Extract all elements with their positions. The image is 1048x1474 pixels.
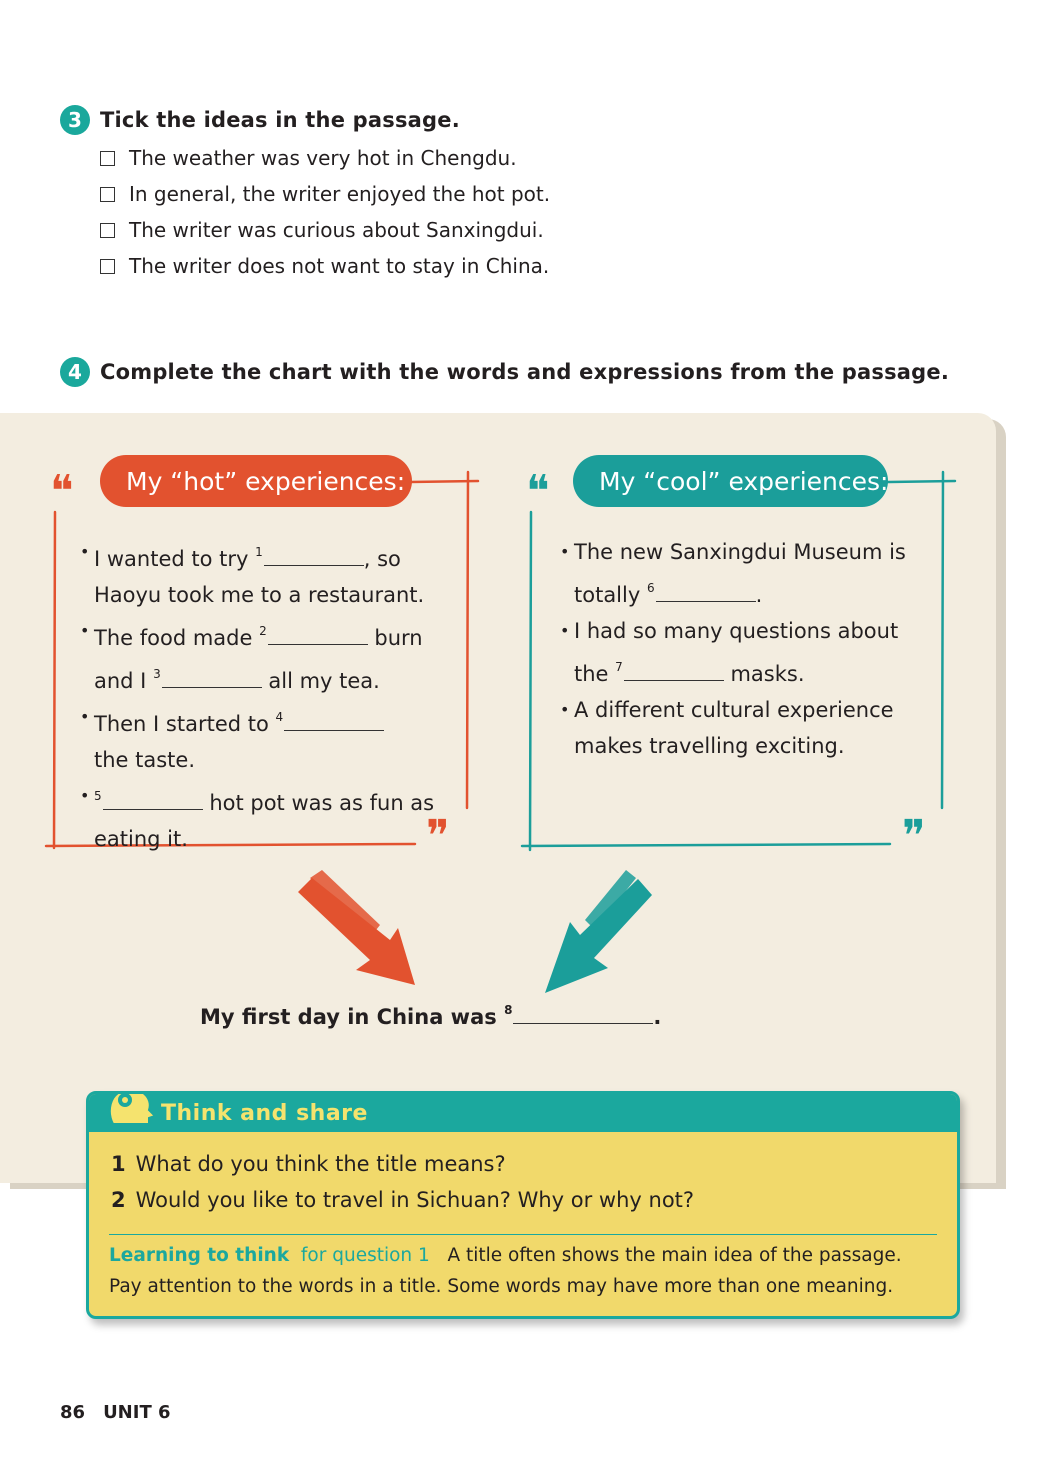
thinking-head-icon — [103, 1091, 163, 1130]
arrow-teal — [545, 870, 652, 993]
hot-experiences-heading: My “hot” experiences: — [100, 455, 412, 507]
blank-5[interactable] — [103, 789, 203, 810]
blank-2[interactable] — [268, 624, 368, 645]
tick-item-label: In general, the writer enjoyed the hot pot. — [129, 182, 551, 206]
page-footer — [60, 1402, 171, 1423]
blank-1[interactable] — [264, 545, 364, 566]
bullet-item: • The new Sanxingdui Museum is totally $^6$ . — [560, 534, 930, 613]
blank-3[interactable] — [162, 667, 262, 688]
bullet-item: • The food made $^2$ burn and I $^3$ all my tea. — [80, 613, 460, 699]
blank-7[interactable] — [624, 660, 724, 681]
question-1: 1 What do you think the title means? — [111, 1152, 506, 1176]
think-and-share-box — [86, 1091, 960, 1319]
section-number-badge: 4 — [60, 357, 90, 387]
summary-sentence: My first day in China was $^8$ . — [200, 1003, 662, 1029]
unit-label: UNIT 6 — [103, 1402, 171, 1423]
arrow-red — [298, 870, 415, 985]
divider — [109, 1234, 937, 1235]
hot-bullets — [80, 534, 460, 862]
question-2: 2 Would you like to travel in Sichuan? Why or why not? — [111, 1188, 695, 1212]
close-quote-icon: ❞ — [426, 811, 450, 862]
tick-item-label: The weather was very hot in Chengdu. — [129, 146, 517, 170]
cool-experiences-heading: My “cool” experiences: — [573, 455, 888, 507]
open-quote-icon: ❝ — [50, 466, 74, 517]
section-number-badge: 3 — [60, 105, 90, 135]
blank-8[interactable] — [513, 1003, 653, 1024]
bullet-item: • Then I started to $^4$ the taste. — [80, 699, 460, 778]
learning-tip: Learning to think for question 1 A title often shows the main idea of the passage. Pay attention to the words in a title. Some words may have more than one meaning. — [109, 1245, 902, 1297]
blank-4[interactable] — [284, 710, 384, 731]
tick-item-label: The writer was curious about Sanxingdui. — [129, 218, 544, 242]
think-header — [89, 1094, 957, 1132]
bullet-item: • I wanted to try $^1$ , so Haoyu took me to a restaurant. — [80, 534, 460, 613]
bullet-item: • $^5$ hot pot was as fun as eating it. — [80, 778, 460, 857]
close-quote-icon: ❞ — [902, 811, 926, 862]
page-number: 86 — [60, 1402, 86, 1423]
bullet-item: • I had so many questions about the $^7$ masks. — [560, 613, 930, 692]
tick-item-label: The writer does not want to stay in China. — [129, 254, 550, 278]
section-title: Complete the chart with the words and expressions from the passage. — [100, 360, 950, 384]
bullet-item: • A different cultural experience makes travelling exciting. — [560, 692, 930, 764]
section-title: Tick the ideas in the passage. — [100, 108, 460, 132]
cool-bullets — [560, 534, 930, 764]
think-title: Think and share — [161, 1101, 368, 1126]
blank-6[interactable] — [656, 581, 756, 602]
open-quote-icon: ❝ — [526, 466, 550, 517]
